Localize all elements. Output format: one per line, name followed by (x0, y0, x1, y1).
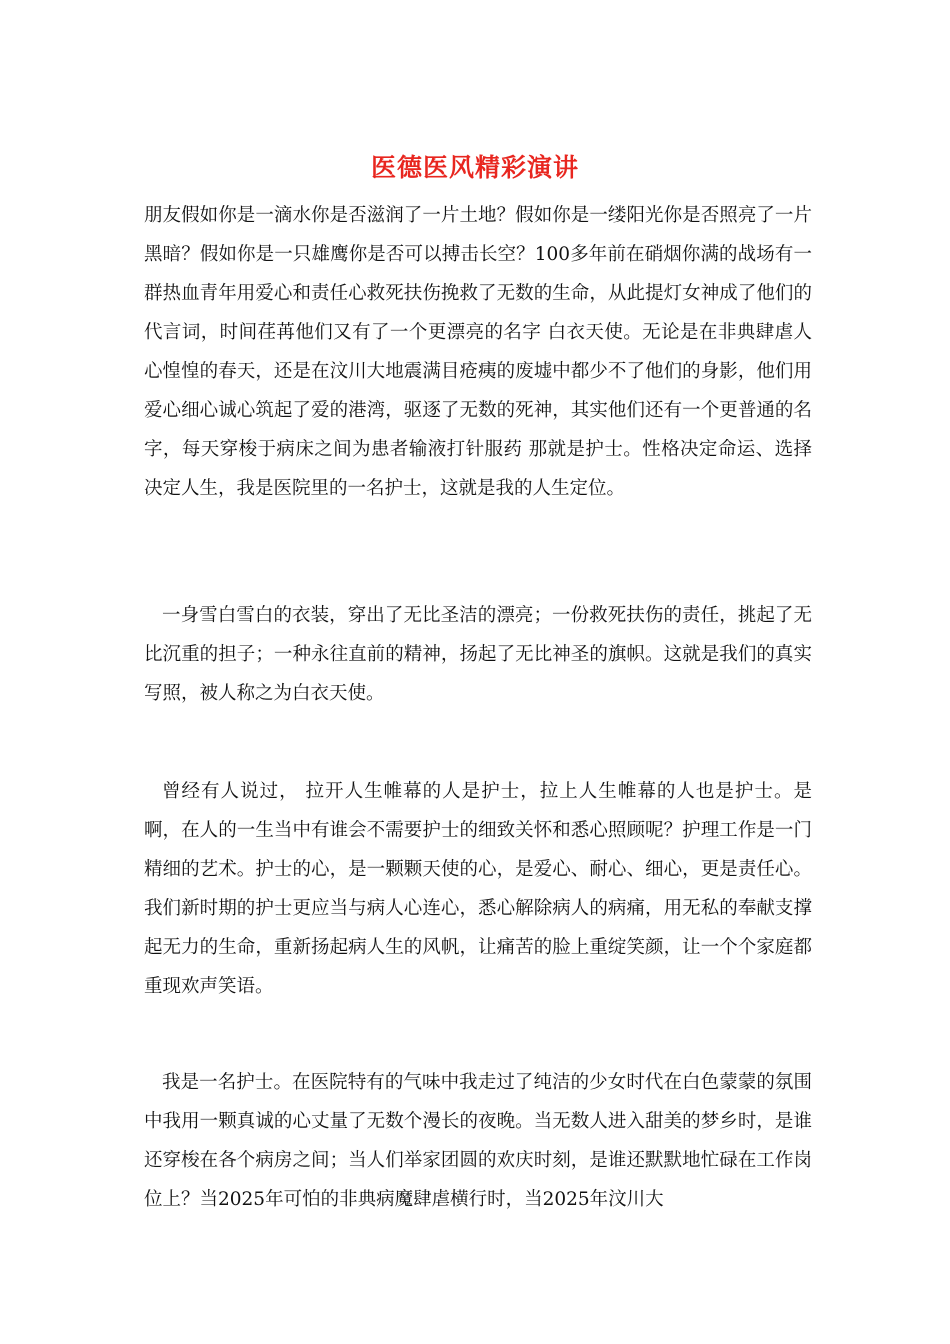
paragraph-4: 我是一名护士。在医院特有的气味中我走过了纯洁的少女时代在白色蒙蒙的氛围中我用一颗真诚的心丈量了无数个漫长的夜晚。当无数人进入甜美的梦乡时，是谁还穿梭在各个病房之间；当人们举家团圆的欢庆时刻，是谁还默默地忙碌在工作岗位上？当2025年可怕的非典病魔肆虐横行时，当2025年汶川大 (144, 1072, 812, 1210)
paragraph-1: 朋友假如你是一滴水你是否滋润了一片土地？假如你是一缕阳光你是否照亮了一片黑暗？假如你是一只雄鹰你是否可以搏击长空？100多年前在硝烟你满的战场有一群热血青年用爱心和责任心救死扶伤挽救了无数的生命，从此提灯女神成了他们的代言词，时间荏苒他们又有了一个更漂亮的名字 白衣天使。无论是在非典肆虐人心惶惶的春天，还是在汶川大地震满目疮痍的废墟中都少不了他们的身影，他们用爱心细心诚心筑起了爱的港湾，驱逐了无数的死神，其实他们还有一个更普通的名字，每天穿梭于病床之间为患者输液打针服药 那就是护士。性格决定命运、选择决定人生，我是医院里的一名护士，这就是我的人生定位。 (144, 205, 812, 499)
paragraph-3: 曾经有人说过， 拉开人生帷幕的人是护士，拉上人生帷幕的人也是护士。是啊，在人的一生当中有谁会不需要护士的细致关怀和悉心照顾呢？护理工作是一门精细的艺术。护士的心，是一颗颗天使的心，是爱心、耐心、细心，更是责任心。我们新时期的护士更应当与病人心连心，悉心解除病人的病痛，用无私的奉献支撑起无力的生命，重新扬起病人生的风帆，让痛苦的脸上重绽笑颜，让一个个家庭都重现欢声笑语。 (144, 781, 812, 997)
paragraph-2: 一身雪白雪白的衣装，穿出了无比圣洁的漂亮；一份救死扶伤的责任，挑起了无比沉重的担子；一种永往直前的精神，扬起了无比神圣的旗帜。这就是我们的真实写照，被人称之为白衣天使。 (144, 605, 812, 704)
document-title: 医德医风精彩演讲 (370, 153, 579, 182)
